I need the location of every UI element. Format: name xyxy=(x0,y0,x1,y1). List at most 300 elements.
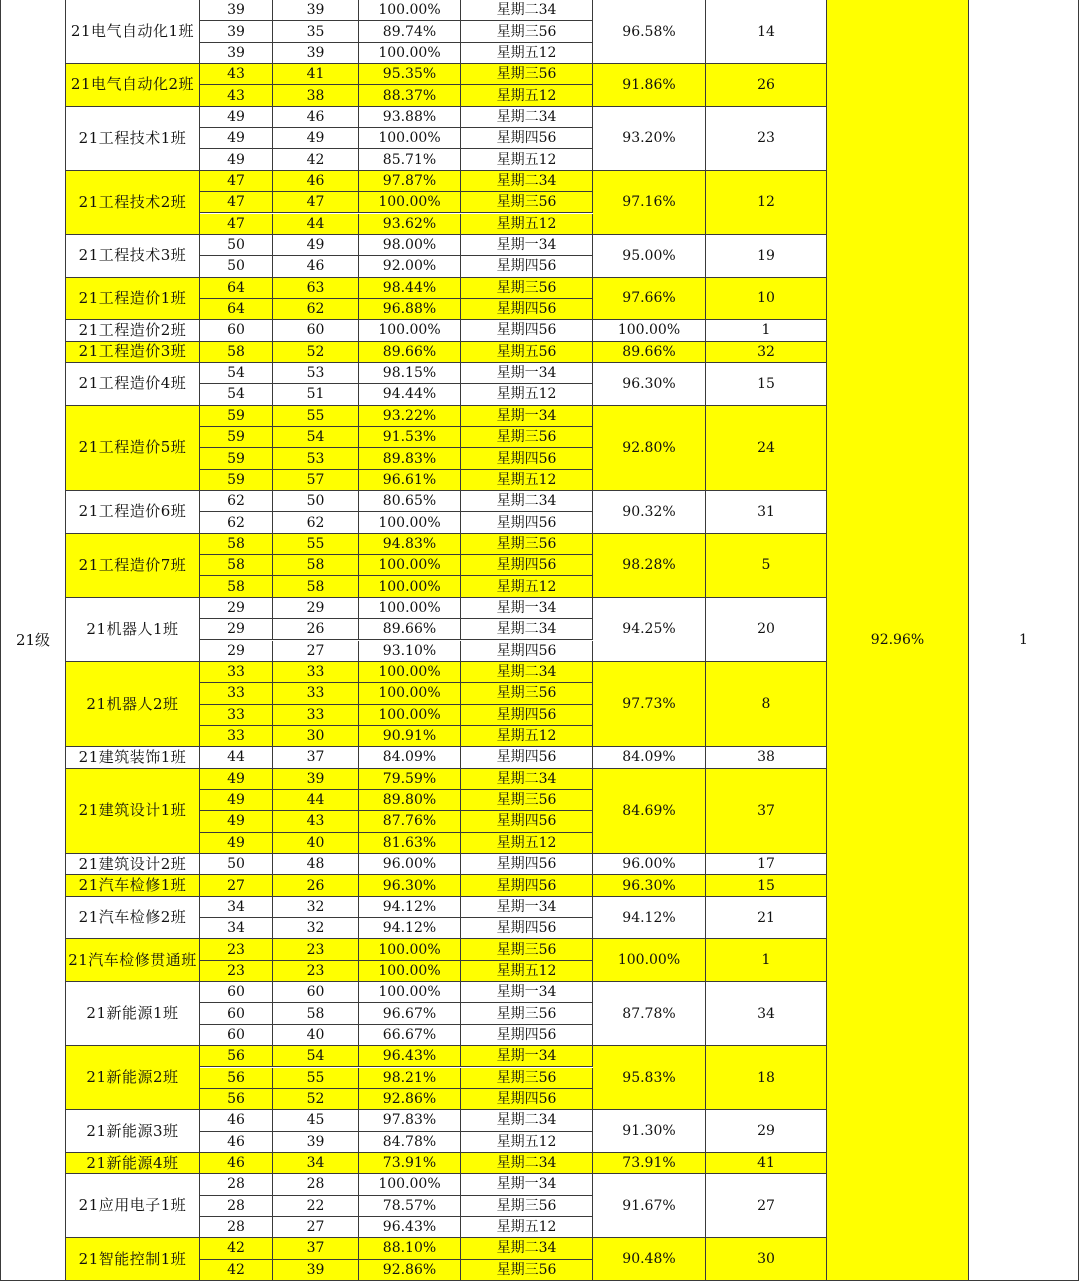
weekday-session-cell: 星期三56 xyxy=(461,1003,593,1024)
attendance-rate-cell: 97.83% xyxy=(359,1110,461,1131)
present-count-cell: 28 xyxy=(273,1174,359,1195)
enrolled-count-cell: 50 xyxy=(200,854,273,875)
present-count-cell: 60 xyxy=(273,982,359,1003)
class-average-rate-cell: 91.86% xyxy=(593,64,706,107)
class-rank-cell: 21 xyxy=(706,897,827,940)
attendance-rate-cell: 92.86% xyxy=(359,1089,461,1110)
present-count-cell: 23 xyxy=(273,939,359,960)
class-name-cell: 21工程造价5班 xyxy=(66,406,200,491)
enrolled-count-cell: 39 xyxy=(200,0,273,21)
weekday-session-cell: 星期五12 xyxy=(461,214,593,235)
present-count-cell: 30 xyxy=(273,726,359,747)
enrolled-count-cell: 49 xyxy=(200,107,273,128)
weekday-session-cell: 星期五12 xyxy=(461,833,593,854)
class-average-rate-cell: 91.30% xyxy=(593,1110,706,1153)
weekday-session-cell: 星期四56 xyxy=(461,747,593,768)
present-count-cell: 39 xyxy=(273,43,359,64)
weekday-session-cell: 星期一34 xyxy=(461,235,593,256)
present-count-cell: 44 xyxy=(273,790,359,811)
attendance-rate-cell: 100.00% xyxy=(359,192,461,213)
weekday-session-cell: 星期四56 xyxy=(461,705,593,726)
class-average-rate-cell: 95.83% xyxy=(593,1046,706,1110)
class-name-cell: 21机器人2班 xyxy=(66,662,200,747)
weekday-session-cell: 星期三56 xyxy=(461,683,593,704)
class-rank-cell: 27 xyxy=(706,1174,827,1238)
attendance-rate-cell: 96.61% xyxy=(359,470,461,491)
attendance-rate-cell: 66.67% xyxy=(359,1025,461,1046)
class-average-rate-cell: 97.73% xyxy=(593,662,706,747)
attendance-rate-cell: 100.00% xyxy=(359,939,461,960)
present-count-cell: 26 xyxy=(273,875,359,896)
class-average-rate-cell: 96.30% xyxy=(593,875,706,896)
class-average-rate-cell: 91.67% xyxy=(593,1174,706,1238)
present-count-cell: 37 xyxy=(273,747,359,768)
grade-label-cell: 21级 xyxy=(0,0,66,1281)
present-count-cell: 40 xyxy=(273,1025,359,1046)
present-count-cell: 50 xyxy=(273,491,359,512)
enrolled-count-cell: 59 xyxy=(200,406,273,427)
class-name-cell: 21新能源3班 xyxy=(66,1110,200,1153)
present-count-cell: 49 xyxy=(273,235,359,256)
class-rank-cell: 14 xyxy=(706,0,827,64)
enrolled-count-cell: 54 xyxy=(200,363,273,384)
weekday-session-cell: 星期三56 xyxy=(461,1068,593,1089)
enrolled-count-cell: 47 xyxy=(200,214,273,235)
weekday-session-cell: 星期三56 xyxy=(461,1196,593,1217)
class-name-cell: 21工程造价2班 xyxy=(66,320,200,341)
weekday-session-cell: 星期三56 xyxy=(461,192,593,213)
attendance-rate-cell: 100.00% xyxy=(359,961,461,982)
enrolled-count-cell: 23 xyxy=(200,961,273,982)
weekday-session-cell: 星期四56 xyxy=(461,256,593,277)
enrolled-count-cell: 58 xyxy=(200,576,273,597)
attendance-rate-cell: 88.37% xyxy=(359,85,461,106)
enrolled-count-cell: 46 xyxy=(200,1132,273,1153)
enrolled-count-cell: 39 xyxy=(200,21,273,42)
class-average-rate-cell: 89.66% xyxy=(593,342,706,363)
class-average-rate-cell: 90.32% xyxy=(593,491,706,534)
present-count-cell: 23 xyxy=(273,961,359,982)
enrolled-count-cell: 43 xyxy=(200,64,273,85)
class-name-cell: 21建筑设计1班 xyxy=(66,769,200,854)
weekday-session-cell: 星期五12 xyxy=(461,1217,593,1238)
class-name-cell: 21工程造价4班 xyxy=(66,363,200,406)
attendance-rate-cell: 98.15% xyxy=(359,363,461,384)
enrolled-count-cell: 33 xyxy=(200,705,273,726)
present-count-cell: 46 xyxy=(273,256,359,277)
present-count-cell: 32 xyxy=(273,918,359,939)
enrolled-count-cell: 23 xyxy=(200,939,273,960)
attendance-rate-cell: 95.35% xyxy=(359,64,461,85)
enrolled-count-cell: 46 xyxy=(200,1110,273,1131)
weekday-session-cell: 星期三56 xyxy=(461,427,593,448)
attendance-rate-cell: 100.00% xyxy=(359,662,461,683)
enrolled-count-cell: 44 xyxy=(200,747,273,768)
grade-overall-rate-cell: 92.96% xyxy=(827,0,969,1281)
weekday-session-cell: 星期二34 xyxy=(461,769,593,790)
present-count-cell: 44 xyxy=(273,214,359,235)
enrolled-count-cell: 42 xyxy=(200,1260,273,1281)
class-rank-cell: 30 xyxy=(706,1238,827,1281)
enrolled-count-cell: 34 xyxy=(200,918,273,939)
class-average-rate-cell: 98.28% xyxy=(593,534,706,598)
attendance-rate-cell: 100.00% xyxy=(359,683,461,704)
attendance-rate-cell: 94.44% xyxy=(359,384,461,405)
enrolled-count-cell: 62 xyxy=(200,491,273,512)
present-count-cell: 53 xyxy=(273,448,359,469)
weekday-session-cell: 星期三56 xyxy=(461,1260,593,1281)
weekday-session-cell: 星期五12 xyxy=(461,43,593,64)
attendance-rate-cell: 93.62% xyxy=(359,214,461,235)
class-name-cell: 21智能控制1班 xyxy=(66,1238,200,1281)
weekday-session-cell: 星期五12 xyxy=(461,149,593,170)
present-count-cell: 29 xyxy=(273,598,359,619)
class-rank-cell: 10 xyxy=(706,278,827,321)
present-count-cell: 41 xyxy=(273,64,359,85)
enrolled-count-cell: 60 xyxy=(200,1003,273,1024)
class-rank-cell: 37 xyxy=(706,769,827,854)
enrolled-count-cell: 47 xyxy=(200,171,273,192)
weekday-session-cell: 星期二34 xyxy=(461,1110,593,1131)
enrolled-count-cell: 28 xyxy=(200,1196,273,1217)
class-rank-cell: 24 xyxy=(706,406,827,491)
present-count-cell: 22 xyxy=(273,1196,359,1217)
present-count-cell: 38 xyxy=(273,85,359,106)
enrolled-count-cell: 64 xyxy=(200,299,273,320)
attendance-rate-cell: 80.65% xyxy=(359,491,461,512)
weekday-session-cell: 星期五12 xyxy=(461,384,593,405)
class-name-cell: 21汽车检修1班 xyxy=(66,875,200,896)
class-average-rate-cell: 100.00% xyxy=(593,320,706,341)
enrolled-count-cell: 27 xyxy=(200,875,273,896)
enrolled-count-cell: 47 xyxy=(200,192,273,213)
attendance-rate-cell: 100.00% xyxy=(359,555,461,576)
attendance-rate-cell: 92.86% xyxy=(359,1260,461,1281)
attendance-rate-cell: 84.09% xyxy=(359,747,461,768)
enrolled-count-cell: 49 xyxy=(200,833,273,854)
class-name-cell: 21工程技术2班 xyxy=(66,171,200,235)
weekday-session-cell: 星期二34 xyxy=(461,1238,593,1259)
class-average-rate-cell: 100.00% xyxy=(593,939,706,982)
class-rank-cell: 1 xyxy=(706,939,827,982)
enrolled-count-cell: 58 xyxy=(200,555,273,576)
attendance-rate-cell: 94.12% xyxy=(359,918,461,939)
class-average-rate-cell: 92.80% xyxy=(593,406,706,491)
weekday-session-cell: 星期二34 xyxy=(461,0,593,21)
present-count-cell: 39 xyxy=(273,0,359,21)
weekday-session-cell: 星期一34 xyxy=(461,897,593,918)
weekday-session-cell: 星期四56 xyxy=(461,128,593,149)
class-rank-cell: 18 xyxy=(706,1046,827,1110)
class-name-cell: 21机器人1班 xyxy=(66,598,200,662)
weekday-session-cell: 星期三56 xyxy=(461,278,593,299)
attendance-rate-cell: 100.00% xyxy=(359,43,461,64)
present-count-cell: 33 xyxy=(273,662,359,683)
present-count-cell: 37 xyxy=(273,1238,359,1259)
enrolled-count-cell: 34 xyxy=(200,897,273,918)
class-name-cell: 21工程技术3班 xyxy=(66,235,200,278)
class-average-rate-cell: 97.16% xyxy=(593,171,706,235)
enrolled-count-cell: 64 xyxy=(200,278,273,299)
weekday-session-cell: 星期五56 xyxy=(461,342,593,363)
weekday-session-cell: 星期三56 xyxy=(461,64,593,85)
attendance-rate-cell: 96.67% xyxy=(359,1003,461,1024)
weekday-session-cell: 星期五12 xyxy=(461,576,593,597)
present-count-cell: 53 xyxy=(273,363,359,384)
attendance-rate-cell: 94.12% xyxy=(359,897,461,918)
attendance-rate-cell: 92.00% xyxy=(359,256,461,277)
class-name-cell: 21建筑设计2班 xyxy=(66,854,200,875)
present-count-cell: 55 xyxy=(273,534,359,555)
weekday-session-cell: 星期二34 xyxy=(461,619,593,640)
weekday-session-cell: 星期四56 xyxy=(461,299,593,320)
attendance-rate-cell: 98.21% xyxy=(359,1068,461,1089)
class-name-cell: 21工程技术1班 xyxy=(66,107,200,171)
present-count-cell: 35 xyxy=(273,21,359,42)
class-rank-cell: 38 xyxy=(706,747,827,768)
present-count-cell: 58 xyxy=(273,1003,359,1024)
present-count-cell: 49 xyxy=(273,128,359,149)
present-count-cell: 57 xyxy=(273,470,359,491)
present-count-cell: 39 xyxy=(273,1260,359,1281)
class-name-cell: 21新能源1班 xyxy=(66,982,200,1046)
weekday-session-cell: 星期三56 xyxy=(461,790,593,811)
present-count-cell: 34 xyxy=(273,1153,359,1174)
weekday-session-cell: 星期一34 xyxy=(461,1174,593,1195)
weekday-session-cell: 星期二34 xyxy=(461,662,593,683)
present-count-cell: 26 xyxy=(273,619,359,640)
weekday-session-cell: 星期三56 xyxy=(461,939,593,960)
weekday-session-cell: 星期四56 xyxy=(461,512,593,533)
class-average-rate-cell: 95.00% xyxy=(593,235,706,278)
present-count-cell: 46 xyxy=(273,171,359,192)
class-average-rate-cell: 94.25% xyxy=(593,598,706,662)
attendance-rate-cell: 100.00% xyxy=(359,576,461,597)
weekday-session-cell: 星期四56 xyxy=(461,875,593,896)
present-count-cell: 54 xyxy=(273,1046,359,1067)
class-rank-cell: 5 xyxy=(706,534,827,598)
class-name-cell: 21电气自动化2班 xyxy=(66,64,200,107)
class-average-rate-cell: 73.91% xyxy=(593,1153,706,1174)
enrolled-count-cell: 33 xyxy=(200,662,273,683)
class-name-cell: 21新能源4班 xyxy=(66,1153,200,1174)
enrolled-count-cell: 49 xyxy=(200,128,273,149)
attendance-rate-cell: 97.87% xyxy=(359,171,461,192)
enrolled-count-cell: 49 xyxy=(200,769,273,790)
class-rank-cell: 41 xyxy=(706,1153,827,1174)
present-count-cell: 58 xyxy=(273,555,359,576)
attendance-rate-cell: 96.00% xyxy=(359,854,461,875)
present-count-cell: 63 xyxy=(273,278,359,299)
class-name-cell: 21汽车检修2班 xyxy=(66,897,200,940)
attendance-rate-cell: 96.43% xyxy=(359,1217,461,1238)
present-count-cell: 33 xyxy=(273,705,359,726)
attendance-rate-cell: 100.00% xyxy=(359,982,461,1003)
class-rank-cell: 29 xyxy=(706,1110,827,1153)
attendance-rate-cell: 100.00% xyxy=(359,705,461,726)
weekday-session-cell: 星期一34 xyxy=(461,982,593,1003)
attendance-rate-cell: 96.43% xyxy=(359,1046,461,1067)
class-average-rate-cell: 87.78% xyxy=(593,982,706,1046)
weekday-session-cell: 星期五12 xyxy=(461,1132,593,1153)
enrolled-count-cell: 58 xyxy=(200,534,273,555)
attendance-rate-cell: 100.00% xyxy=(359,320,461,341)
attendance-rate-cell: 84.78% xyxy=(359,1132,461,1153)
enrolled-count-cell: 29 xyxy=(200,619,273,640)
present-count-cell: 39 xyxy=(273,1132,359,1153)
attendance-rate-cell: 93.10% xyxy=(359,641,461,662)
grade-rank-cell: 1 xyxy=(969,0,1079,1281)
weekday-session-cell: 星期五12 xyxy=(461,961,593,982)
enrolled-count-cell: 39 xyxy=(200,43,273,64)
present-count-cell: 33 xyxy=(273,683,359,704)
class-name-cell: 21建筑装饰1班 xyxy=(66,747,200,768)
attendance-rate-cell: 98.44% xyxy=(359,278,461,299)
attendance-rate-cell: 89.66% xyxy=(359,619,461,640)
attendance-rate-cell: 96.30% xyxy=(359,875,461,896)
weekday-session-cell: 星期四56 xyxy=(461,641,593,662)
weekday-session-cell: 星期五12 xyxy=(461,726,593,747)
class-rank-cell: 15 xyxy=(706,875,827,896)
weekday-session-cell: 星期二34 xyxy=(461,1153,593,1174)
attendance-rate-cell: 87.76% xyxy=(359,811,461,832)
present-count-cell: 43 xyxy=(273,811,359,832)
class-average-rate-cell: 90.48% xyxy=(593,1238,706,1281)
attendance-rate-cell: 100.00% xyxy=(359,0,461,21)
attendance-rate-cell: 100.00% xyxy=(359,128,461,149)
enrolled-count-cell: 56 xyxy=(200,1089,273,1110)
weekday-session-cell: 星期五12 xyxy=(461,85,593,106)
attendance-rate-cell: 88.10% xyxy=(359,1238,461,1259)
weekday-session-cell: 星期四56 xyxy=(461,918,593,939)
present-count-cell: 47 xyxy=(273,192,359,213)
class-name-cell: 21电气自动化1班 xyxy=(66,0,200,64)
class-average-rate-cell: 96.00% xyxy=(593,854,706,875)
present-count-cell: 58 xyxy=(273,576,359,597)
weekday-session-cell: 星期三56 xyxy=(461,534,593,555)
enrolled-count-cell: 49 xyxy=(200,149,273,170)
class-average-rate-cell: 96.30% xyxy=(593,363,706,406)
attendance-rate-cell: 89.80% xyxy=(359,790,461,811)
weekday-session-cell: 星期四56 xyxy=(461,854,593,875)
weekday-session-cell: 星期四56 xyxy=(461,1089,593,1110)
enrolled-count-cell: 58 xyxy=(200,342,273,363)
class-rank-cell: 1 xyxy=(706,320,827,341)
class-rank-cell: 12 xyxy=(706,171,827,235)
present-count-cell: 32 xyxy=(273,897,359,918)
present-count-cell: 60 xyxy=(273,320,359,341)
class-rank-cell: 19 xyxy=(706,235,827,278)
enrolled-count-cell: 54 xyxy=(200,384,273,405)
enrolled-count-cell: 50 xyxy=(200,256,273,277)
weekday-session-cell: 星期三56 xyxy=(461,21,593,42)
weekday-session-cell: 星期二34 xyxy=(461,107,593,128)
present-count-cell: 62 xyxy=(273,299,359,320)
class-rank-cell: 20 xyxy=(706,598,827,662)
present-count-cell: 55 xyxy=(273,1068,359,1089)
attendance-rate-cell: 100.00% xyxy=(359,598,461,619)
enrolled-count-cell: 50 xyxy=(200,235,273,256)
attendance-rate-cell: 90.91% xyxy=(359,726,461,747)
enrolled-count-cell: 60 xyxy=(200,1025,273,1046)
present-count-cell: 54 xyxy=(273,427,359,448)
enrolled-count-cell: 56 xyxy=(200,1046,273,1067)
attendance-rate-cell: 79.59% xyxy=(359,769,461,790)
weekday-session-cell: 星期一34 xyxy=(461,406,593,427)
enrolled-count-cell: 59 xyxy=(200,427,273,448)
attendance-rate-cell: 78.57% xyxy=(359,1196,461,1217)
class-rank-cell: 34 xyxy=(706,982,827,1046)
enrolled-count-cell: 33 xyxy=(200,683,273,704)
class-rank-cell: 31 xyxy=(706,491,827,534)
present-count-cell: 39 xyxy=(273,769,359,790)
enrolled-count-cell: 29 xyxy=(200,598,273,619)
class-rank-cell: 32 xyxy=(706,342,827,363)
attendance-rate-cell: 89.66% xyxy=(359,342,461,363)
class-rank-cell: 23 xyxy=(706,107,827,171)
attendance-rate-cell: 91.53% xyxy=(359,427,461,448)
enrolled-count-cell: 59 xyxy=(200,448,273,469)
present-count-cell: 27 xyxy=(273,641,359,662)
class-name-cell: 21工程造价3班 xyxy=(66,342,200,363)
enrolled-count-cell: 28 xyxy=(200,1174,273,1195)
enrolled-count-cell: 49 xyxy=(200,811,273,832)
class-rank-cell: 17 xyxy=(706,854,827,875)
class-rank-cell: 8 xyxy=(706,662,827,747)
attendance-rate-cell: 98.00% xyxy=(359,235,461,256)
class-rank-cell: 15 xyxy=(706,363,827,406)
present-count-cell: 42 xyxy=(273,149,359,170)
attendance-rate-cell: 81.63% xyxy=(359,833,461,854)
weekday-session-cell: 星期四56 xyxy=(461,1025,593,1046)
present-count-cell: 52 xyxy=(273,342,359,363)
class-average-rate-cell: 96.58% xyxy=(593,0,706,64)
present-count-cell: 45 xyxy=(273,1110,359,1131)
class-average-rate-cell: 97.66% xyxy=(593,278,706,321)
class-average-rate-cell: 94.12% xyxy=(593,897,706,940)
class-name-cell: 21工程造价6班 xyxy=(66,491,200,534)
class-average-rate-cell: 84.69% xyxy=(593,769,706,854)
attendance-rate-cell: 100.00% xyxy=(359,512,461,533)
weekday-session-cell: 星期四56 xyxy=(461,320,593,341)
attendance-rate-cell: 96.88% xyxy=(359,299,461,320)
present-count-cell: 48 xyxy=(273,854,359,875)
enrolled-count-cell: 28 xyxy=(200,1217,273,1238)
weekday-session-cell: 星期二34 xyxy=(461,491,593,512)
attendance-rate-cell: 73.91% xyxy=(359,1153,461,1174)
enrolled-count-cell: 43 xyxy=(200,85,273,106)
class-name-cell: 21工程造价1班 xyxy=(66,278,200,321)
class-average-rate-cell: 93.20% xyxy=(593,107,706,171)
enrolled-count-cell: 46 xyxy=(200,1153,273,1174)
class-name-cell: 21汽车检修贯通班 xyxy=(66,939,200,982)
present-count-cell: 55 xyxy=(273,406,359,427)
enrolled-count-cell: 42 xyxy=(200,1238,273,1259)
attendance-rate-cell: 100.00% xyxy=(359,1174,461,1195)
weekday-session-cell: 星期一34 xyxy=(461,598,593,619)
attendance-rate-cell: 89.83% xyxy=(359,448,461,469)
present-count-cell: 27 xyxy=(273,1217,359,1238)
class-name-cell: 21新能源2班 xyxy=(66,1046,200,1110)
class-average-rate-cell: 84.09% xyxy=(593,747,706,768)
class-name-cell: 21工程造价7班 xyxy=(66,534,200,598)
enrolled-count-cell: 49 xyxy=(200,790,273,811)
weekday-session-cell: 星期一34 xyxy=(461,1046,593,1067)
enrolled-count-cell: 56 xyxy=(200,1068,273,1089)
weekday-session-cell: 星期二34 xyxy=(461,171,593,192)
weekday-session-cell: 星期四56 xyxy=(461,811,593,832)
enrolled-count-cell: 33 xyxy=(200,726,273,747)
